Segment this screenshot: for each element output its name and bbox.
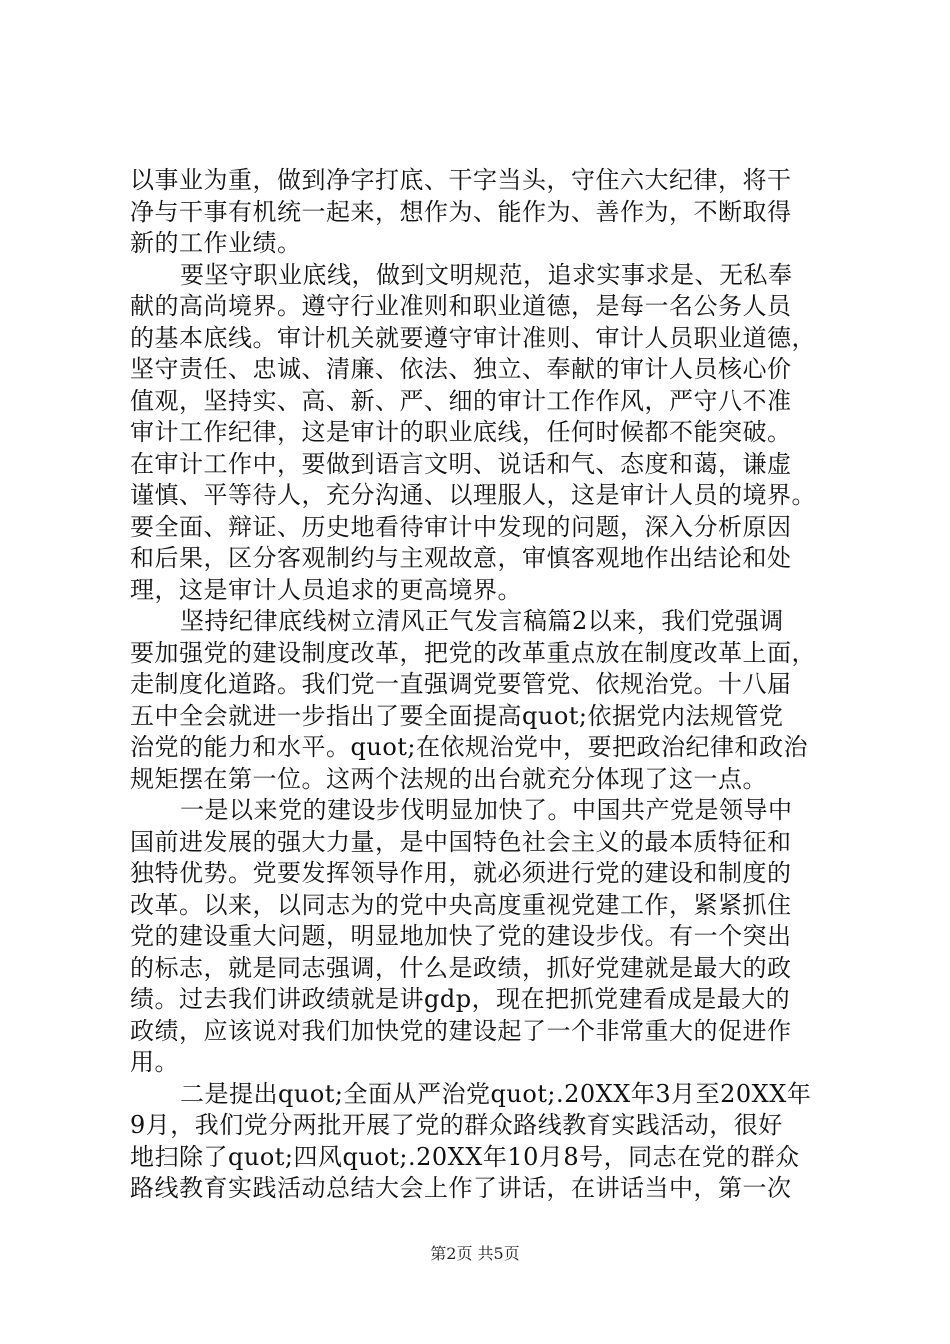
text-line: 要全面、辩证、历史地看待审计中发现的问题，深入分析原因 [130, 512, 792, 541]
text-line: 党的建设重大问题，明显地加快了党的建设步伐。有一个突出 [130, 922, 792, 950]
text-line: 治党的能力和水平。quot;在依规治党中，要把政治纪律和政治 [130, 733, 808, 761]
text-line: 审计工作纪律，这是审计的职业底线，任何时候都不能突破。 [130, 418, 792, 446]
text-line: 新的工作业绩。 [130, 229, 302, 257]
text-line: 以事业为重，做到净字打底、干字当头，守住六大纪律，将干 [130, 166, 792, 194]
text-line: 规矩摆在第一位。这两个法规的出台就充分体现了这一点。 [130, 764, 767, 793]
text-line: 独特优势。党要发挥领导作用，就必须进行党的建设和制度的 [130, 859, 792, 887]
text-line: 谨慎、平等待人，充分沟通、以理服人，这是审计人员的境界。 [130, 481, 816, 509]
paragraph-start-line: 二是提出quot;全面从严治党quot;.20XX年3月至20XX年 [180, 1079, 812, 1108]
text-line: 路线教育实践活动总结大会上作了讲话，在讲话当中，第一次 [130, 1174, 792, 1202]
text-line: 值观，坚持实、高、新、严、细的审计工作作风，严守八不准 [130, 386, 792, 415]
text-line: 的标志，就是同志强调，什么是政绩，抓好党建就是最大的政 [130, 953, 792, 982]
text-line: 地扫除了quot;四风quot;.20XX年10月8号，同志在党的群众 [130, 1142, 800, 1171]
text-line: 坚守责任、忠诚、清廉、依法、独立、奉献的审计人员核心价 [130, 355, 792, 383]
text-line: 献的高尚境界。遵守行业准则和职业道德，是每一名公务人员 [130, 292, 792, 320]
paragraph-start-line: 一是以来党的建设步伐明显加快了。中国共产党是领导中 [180, 796, 793, 824]
text-line: 用。 [130, 1048, 179, 1076]
text-line: 走制度化道路。我们党一直强调党要管党、依规治党。十八届 [130, 670, 792, 698]
text-line: 政绩，应该说对我们加快党的建设起了一个非常重大的促进作 [130, 1016, 792, 1045]
text-line: 要加强党的建设制度改革，把党的改革重点放在制度改革上面， [130, 638, 816, 667]
text-line: 在审计工作中，要做到语言文明、说话和气、态度和蔼，谦虚 [130, 449, 792, 478]
text-line: 理，这是审计人员追求的更高境界。 [130, 575, 522, 604]
text-line: 改革。以来，以同志为的党中央高度重视党建工作，紧紧抓住 [130, 890, 792, 919]
paragraph-start-line: 要坚守职业底线，做到文明规范，追求实事求是、无私奉 [180, 260, 793, 289]
document-body [130, 165, 830, 1205]
text-line: 和后果，区分客观制约与主观故意，审慎客观地作出结论和处 [130, 544, 792, 572]
text-line: 五中全会就进一步指出了要全面提高quot;依据党内法规管党 [130, 701, 784, 730]
text-line: 净与干事有机统一起来，想作为、能作为、善作为，不断取得 [130, 197, 792, 226]
page-number-footer: 第2页 共5页 [430, 1244, 520, 1263]
text-line: 国前进发展的强大力量，是中国特色社会主义的最本质特征和 [130, 827, 792, 856]
text-line: 9月，我们党分两批开展了党的群众路线教育实践活动，很好 [130, 1111, 783, 1139]
paragraph-start-line: 坚持纪律底线树立清风正气发言稿篇2以来，我们党强调 [180, 607, 784, 635]
text-line: 绩。过去我们讲政绩就是讲gdp，现在把抓党建看成是最大的 [130, 985, 791, 1013]
text-line: 的基本底线。审计机关就要遵守审计准则、审计人员职业道德， [130, 323, 816, 352]
